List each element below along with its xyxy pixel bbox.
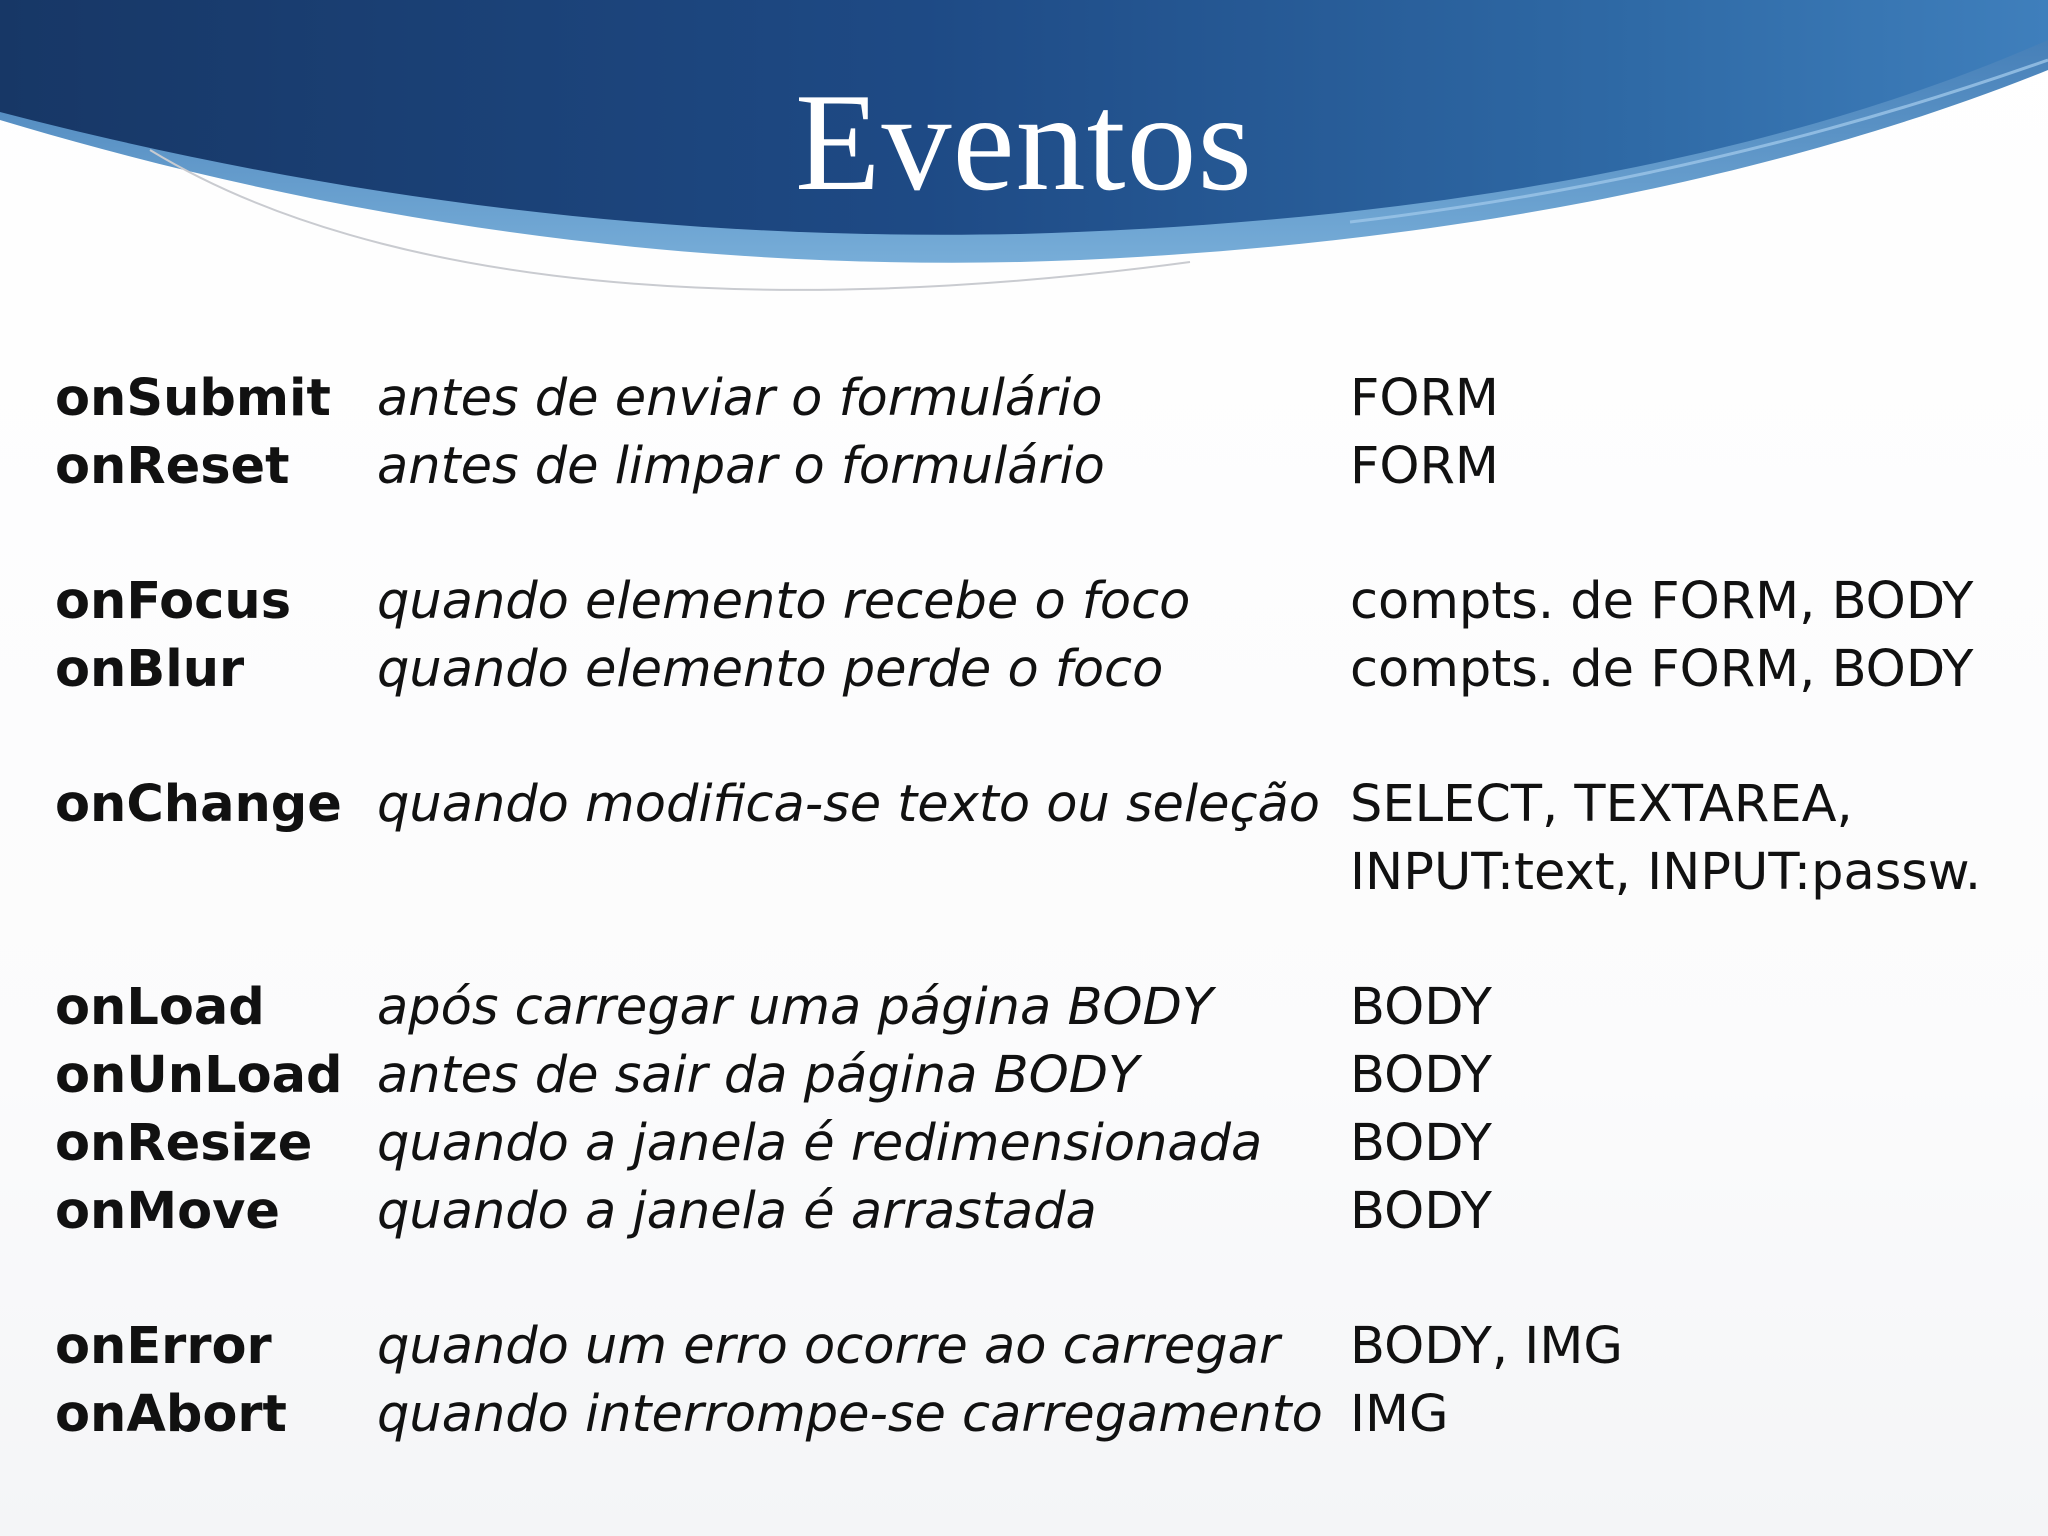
slide-title: Eventos	[794, 65, 1254, 220]
event-name: onError	[55, 1317, 272, 1376]
event-name: onBlur	[55, 640, 245, 699]
event-row	[55, 771, 2035, 839]
event-description: quando modifica-se texto ou seleção	[377, 775, 1320, 834]
event-name: onFocus	[55, 572, 292, 631]
event-targets: BODY, IMG	[1350, 1317, 1623, 1376]
event-name: onLoad	[55, 978, 265, 1037]
event-name: onChange	[55, 775, 342, 834]
event-targets: BODY	[1350, 1046, 1492, 1105]
event-targets: FORM	[1350, 437, 1499, 496]
event-name: onMove	[55, 1182, 280, 1241]
event-targets: SELECT, TEXTAREA,	[1350, 775, 1853, 834]
events-table	[55, 365, 2035, 1449]
event-description: quando elemento perde o foco	[377, 640, 1164, 699]
event-row	[55, 433, 2035, 501]
event-description: após carregar uma página BODY	[377, 978, 1213, 1037]
event-targets: IMG	[1350, 1385, 1449, 1444]
event-name: onSubmit	[55, 369, 331, 428]
event-description: quando elemento recebe o foco	[377, 572, 1191, 631]
event-name: onResize	[55, 1114, 313, 1173]
event-name: onUnLoad	[55, 1046, 343, 1105]
event-row	[55, 1042, 2035, 1110]
event-row	[55, 1381, 2035, 1449]
event-targets: INPUT:text, INPUT:passw.	[1350, 843, 1982, 902]
event-description: quando a janela é arrastada	[377, 1182, 1097, 1241]
event-targets: BODY	[1350, 1182, 1492, 1241]
event-targets: compts. de FORM, BODY	[1350, 572, 1974, 631]
event-targets: compts. de FORM, BODY	[1350, 640, 1974, 699]
event-targets: BODY	[1350, 1114, 1492, 1173]
event-name: onAbort	[55, 1385, 287, 1444]
event-row	[55, 1178, 2035, 1246]
event-row	[55, 1313, 2035, 1381]
event-row	[55, 1110, 2035, 1178]
event-description: antes de limpar o formulário	[377, 437, 1105, 496]
event-name: onReset	[55, 437, 290, 496]
event-targets: FORM	[1350, 369, 1499, 428]
event-description: quando a janela é redimensionada	[377, 1114, 1263, 1173]
event-row	[55, 568, 2035, 636]
event-row	[55, 974, 2035, 1042]
event-row-continuation	[55, 839, 2035, 907]
event-targets: BODY	[1350, 978, 1492, 1037]
event-row	[55, 636, 2035, 704]
event-row	[55, 365, 2035, 433]
event-description: quando um erro ocorre ao carregar	[377, 1317, 1280, 1376]
event-description: antes de enviar o formulário	[377, 369, 1103, 428]
event-description: quando interrompe-se carregamento	[377, 1385, 1323, 1444]
event-description: antes de sair da página BODY	[377, 1046, 1140, 1105]
